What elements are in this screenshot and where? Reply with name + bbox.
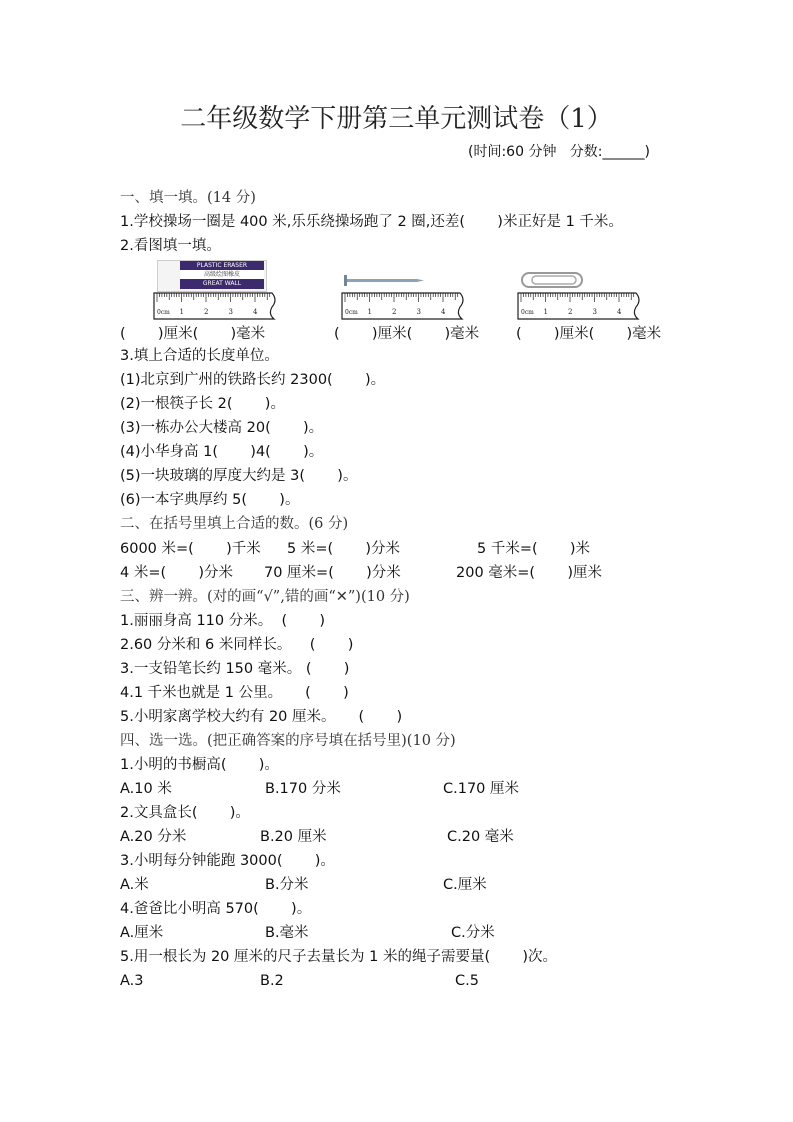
- choice-question: 1.小明的书橱高( )。: [120, 757, 279, 773]
- section-4-heading: 四、选一选。(把正确答案的序号填在括号里)(10 分): [120, 733, 456, 749]
- eraser-maker: GREAT WALL: [202, 280, 242, 287]
- option-c: C.厘米: [443, 877, 487, 893]
- ruler-1: [152, 291, 280, 325]
- ruler-answer-3: ( )厘米( )毫米: [516, 326, 662, 342]
- choice-question: 2.文具盒长( )。: [120, 805, 250, 821]
- option-b: B.毫米: [265, 925, 309, 941]
- question-1-3: 3.填上合适的长度单位。: [120, 348, 279, 364]
- choice-question: 3.小明每分钟能跑 3000( )。: [120, 853, 335, 869]
- nail-icon: [342, 270, 432, 290]
- unit-item: (6)一本字典厚约 5( )。: [120, 492, 300, 508]
- ruler-2: [340, 291, 468, 325]
- section-2-heading: 二、在括号里填上合适的数。(6 分): [120, 516, 349, 532]
- conversion-item: 70 厘米=( )分米: [264, 565, 401, 581]
- unit-item: (5)一块玻璃的厚度大约是 3( )。: [120, 468, 358, 484]
- section-1-heading: 一、填一填。(14 分): [120, 190, 256, 206]
- option-b: B.2: [260, 973, 284, 989]
- eraser-brand: PLASTIC ERASER: [196, 262, 248, 269]
- ruler-label: 2: [392, 308, 397, 316]
- option-c: C.5: [455, 973, 479, 989]
- unit-item: (1)北京到广州的铁路长约 2300( )。: [120, 372, 386, 388]
- option-c: C.170 厘米: [443, 781, 520, 797]
- option-a: A.3: [120, 973, 144, 989]
- ruler-label: 3: [228, 308, 233, 316]
- judge-item: 5.小明家离学校大约有 20 厘米。 ( ): [120, 709, 403, 725]
- nail-figure: [342, 270, 432, 290]
- eraser-subtitle: 高级绘图橡皮: [180, 270, 264, 279]
- option-c: C.20 毫米: [447, 829, 514, 845]
- option-a: A.米: [120, 877, 149, 893]
- ruler-label: 4: [253, 308, 258, 316]
- ruler-label: 0cm: [157, 309, 170, 316]
- unit-item: (4)小华身高 1( )4( )。: [120, 444, 324, 460]
- option-a: A.10 米: [120, 781, 172, 797]
- ruler-label: 2: [568, 308, 573, 316]
- ruler-3: [516, 291, 644, 325]
- option-b: B.分米: [265, 877, 309, 893]
- ruler-label: 0cm: [521, 309, 534, 316]
- option-c: C.分米: [451, 925, 495, 941]
- time-score-line: (时间:60 分钟 分数:______): [468, 144, 650, 160]
- choice-question: 5.用一根长为 20 厘米的尺子去量长为 1 米的绳子需要量( )次。: [120, 949, 558, 965]
- unit-item: (2)一根筷子长 2( )。: [120, 396, 285, 412]
- question-1-2: 2.看图填一填。: [120, 238, 221, 254]
- option-b: B.20 厘米: [260, 829, 327, 845]
- ruler-label: 2: [204, 308, 209, 316]
- ruler-label: 4: [441, 308, 446, 316]
- judge-item: 2.60 分米和 6 米同样长。 ( ): [120, 637, 354, 653]
- ruler-label: 1: [367, 308, 372, 316]
- ruler-label: 1: [543, 308, 548, 316]
- ruler-label: 3: [416, 308, 421, 316]
- paperclip-figure: [520, 270, 586, 290]
- section-3-heading: 三、辨一辨。(对的画“√”,错的画“✕”)(10 分): [120, 589, 410, 605]
- choice-question: 4.爸爸比小明高 570( )。: [120, 901, 312, 917]
- judge-item: 4.1 千米也就是 1 公里。 ( ): [120, 685, 349, 701]
- conversion-item: 6000 米=( )千米: [120, 541, 261, 557]
- conversion-item: 5 米=( )分米: [287, 541, 401, 557]
- conversion-item: 4 米=( )分米: [120, 565, 234, 581]
- ruler-label: 3: [592, 308, 597, 316]
- option-b: B.170 分米: [265, 781, 341, 797]
- conversion-item: 5 千米=( )米: [477, 541, 591, 557]
- option-a: A.厘米: [120, 925, 164, 941]
- page-title: 二年级数学下册第三单元测试卷（1）: [180, 104, 613, 134]
- paperclip-icon: [520, 270, 586, 290]
- ruler-label: 1: [179, 308, 184, 316]
- judge-item: 3.一支铅笔长约 150 毫米。 ( ): [120, 661, 350, 677]
- ruler-answer-1: ( )厘米( )毫米: [120, 326, 266, 342]
- ruler-label: 0cm: [345, 309, 358, 316]
- judge-item: 1.丽丽身高 110 分米。 ( ): [120, 613, 326, 629]
- conversion-item: 200 毫米=( )厘米: [456, 565, 603, 581]
- ruler-label: 4: [617, 308, 622, 316]
- option-a: A.20 分米: [120, 829, 187, 845]
- question-1-1: 1.学校操场一圈是 400 米,乐乐绕操场跑了 2 圈,还差( )米正好是 1 千米。: [120, 214, 623, 230]
- unit-item: (3)一栋办公大楼高 20( )。: [120, 420, 324, 436]
- ruler-answer-2: ( )厘米( )毫米: [334, 326, 480, 342]
